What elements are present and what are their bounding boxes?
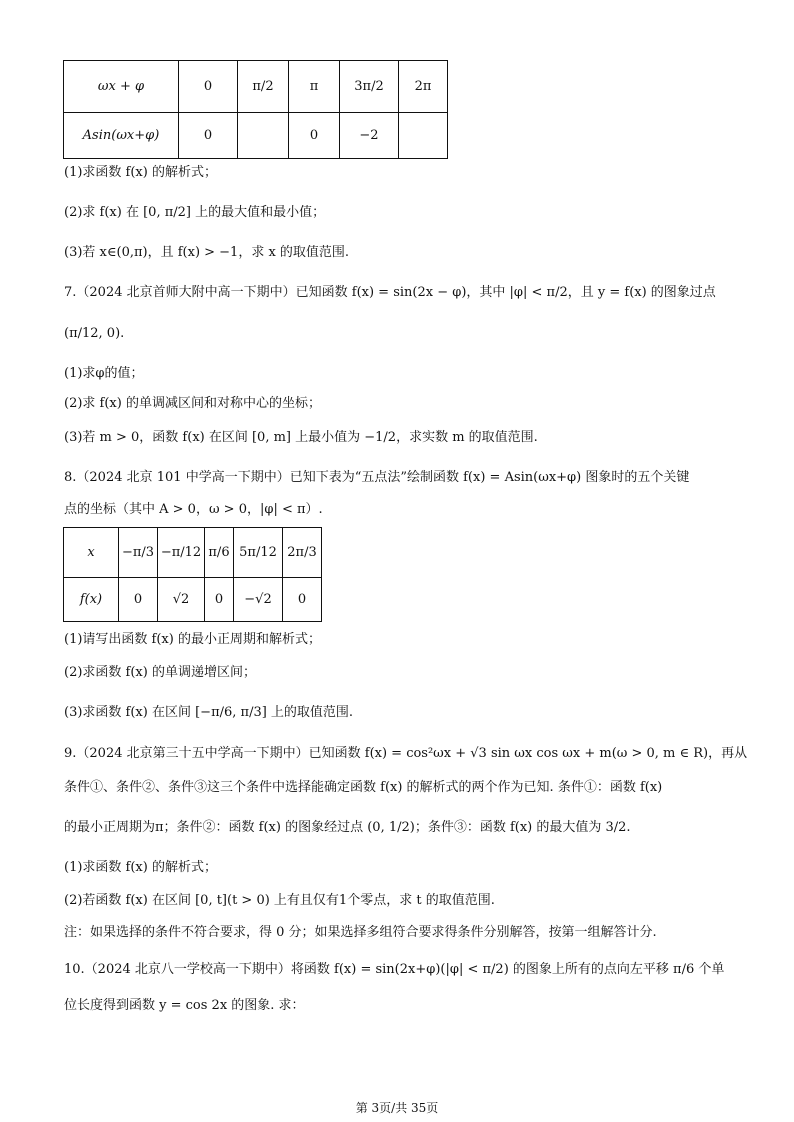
q8-stem-line2: 点的坐标（其中 A > 0，ω > 0，|φ| < π）. xyxy=(64,502,323,517)
table1-cell xyxy=(238,113,289,159)
table2-cell: x xyxy=(64,528,119,578)
q9-stem-line3: 的最小正周期为π；条件②：函数 f(x) 的图象经过点 (0, 1/2)；条件③：函数 f(x) 的最大值为 3/2. xyxy=(64,820,631,835)
q8-part1: (1)请写出函数 f(x) 的最小正周期和解析式； xyxy=(64,632,321,647)
table1-cell: ωx + φ xyxy=(64,61,179,113)
table2-cell: π/6 xyxy=(205,528,234,578)
q9-stem-line2: 条件①、条件②、条件③这三个条件中选择能确定函数 f(x) 的解析式的两个作为已知. 条件①：函数 f(x) xyxy=(64,780,663,795)
q9-part1: (1)求函数 f(x) 的解析式； xyxy=(64,860,217,875)
table1-cell: 0 xyxy=(179,61,238,113)
table1-cell: 0 xyxy=(179,113,238,159)
table1-cell: 2π xyxy=(399,61,448,113)
table2-cell: f(x) xyxy=(64,578,119,622)
q10-stem-line2: 位长度得到函数 y = cos 2x 的图象. 求： xyxy=(64,998,305,1013)
q8-part2: (2)求函数 f(x) 的单调递增区间； xyxy=(64,665,256,680)
table1-cell: π xyxy=(289,61,340,113)
q6-part2: (2)求 f(x) 在 [0, π/2] 上的最大值和最小值； xyxy=(64,205,326,220)
q10-stem-line1: 10.（2024 北京八一学校高一下期中）将函数 f(x) = sin(2x+φ)(|φ| < π/2) 的图象上所有的点向左平移 π/6 个单 xyxy=(64,962,725,977)
table1-cell: π/2 xyxy=(238,61,289,113)
q9-stem-line1: 9.（2024 北京第三十五中学高一下期中）已知函数 f(x) = cos²ωx + √3 sin ωx cos ωx + m(ω > 0, m ∈ R)，再从 xyxy=(64,746,748,761)
q9-note: 注：如果选择的条件不符合要求，得 0 分；如果选择多组符合要求得条件分别解答，按第一组解答计分. xyxy=(64,925,657,940)
table1-cell xyxy=(399,113,448,159)
table2-cell: 2π/3 xyxy=(283,528,322,578)
q7-part3: (3)若 m > 0，函数 f(x) 在区间 [0, m] 上最小值为 −1/2，求实数 m 的取值范围. xyxy=(64,430,538,445)
table1-cell: 0 xyxy=(289,113,340,159)
table2-cell: √2 xyxy=(158,578,205,622)
q8-part3: (3)求函数 f(x) 在区间 [−π/6, π/3] 上的取值范围. xyxy=(64,705,354,720)
q6-part3: (3)若 x∈(0,π)，且 f(x) > −1，求 x 的取值范围. xyxy=(64,245,350,260)
q7-stem-line2: (π/12, 0). xyxy=(64,326,125,341)
page-footer: 第 3页/共 35页 xyxy=(355,1101,439,1115)
table1-cell: 3π/2 xyxy=(340,61,399,113)
table2-cell: −√2 xyxy=(234,578,283,622)
q6-part1: (1)求函数 f(x) 的解析式； xyxy=(64,165,217,180)
q7-part2: (2)求 f(x) 的单调减区间和对称中心的坐标； xyxy=(64,396,321,411)
q7-stem-line1: 7.（2024 北京首师大附中高一下期中）已知函数 f(x) = sin(2x − φ)，其中 |φ| < π/2，且 y = f(x) 的图象过点 xyxy=(64,285,716,300)
five-point-table-2 xyxy=(63,527,322,622)
q7-part1: (1)求φ的值； xyxy=(64,366,144,381)
table2-cell: 0 xyxy=(119,578,158,622)
table2-cell: 0 xyxy=(205,578,234,622)
table2-cell: 0 xyxy=(283,578,322,622)
five-point-table-1 xyxy=(63,60,448,159)
q9-part2: (2)若函数 f(x) 在区间 [0, t](t > 0) 上有且仅有1个零点，求 t 的取值范围. xyxy=(64,893,495,908)
table1-cell: −2 xyxy=(340,113,399,159)
table2-cell: −π/3 xyxy=(119,528,158,578)
table2-cell: −π/12 xyxy=(158,528,205,578)
table2-cell: 5π/12 xyxy=(234,528,283,578)
table1-cell: Asin(ωx+φ) xyxy=(64,113,179,159)
q8-stem-line1: 8.（2024 北京 101 中学高一下期中）已知下表为“五点法”绘制函数 f(x) = Asin(ωx+φ) 图象时的五个关键 xyxy=(64,470,690,485)
